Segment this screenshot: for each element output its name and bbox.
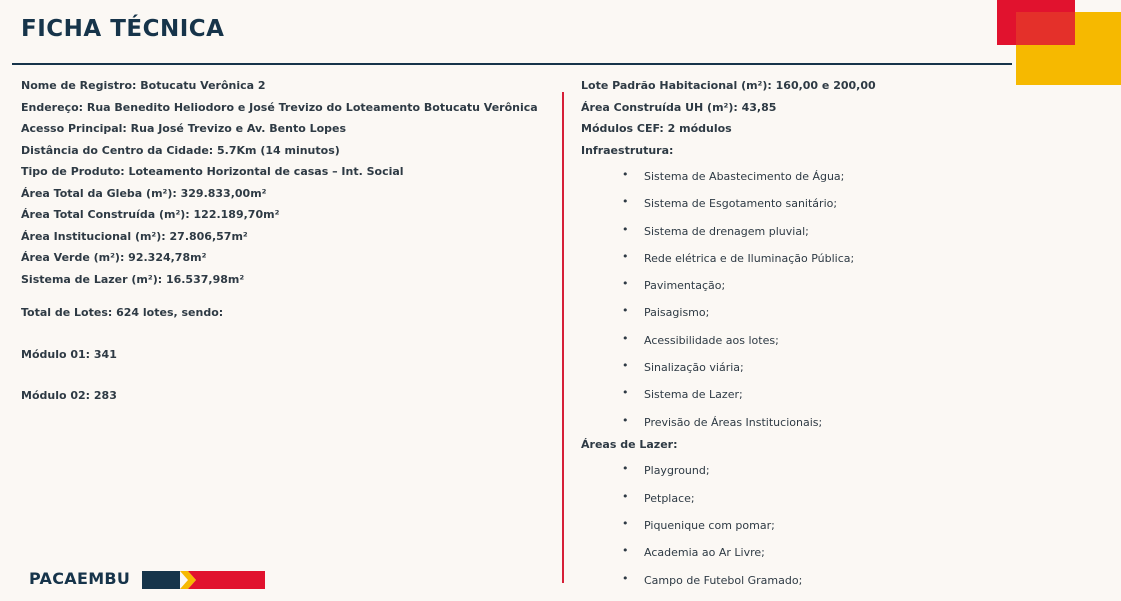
- brand-logo-icon: [142, 571, 265, 589]
- area-gleba-line: Área Total da Gleba (m²): 329.833,00m²: [21, 186, 267, 200]
- infraestrutura-list: [621, 165, 1011, 438]
- tipo-produto-line: Tipo de Produto: Loteamento Horizontal de casas – Int. Social: [21, 165, 404, 178]
- modulo-02-line: Módulo 02: 283: [21, 389, 117, 402]
- bullet-icon: •: [622, 489, 629, 503]
- header-rule: [12, 63, 1012, 65]
- modulos-cef-line: Módulos CEF: 2 módulos: [581, 122, 732, 135]
- list-item: • Acessibilidade aos lotes;: [622, 331, 779, 347]
- bullet-icon: •: [622, 249, 629, 263]
- list-item: • Academia ao Ar Livre;: [622, 544, 765, 560]
- bullet-icon: •: [622, 413, 629, 427]
- list-item: • Campo de Futebol Gramado;: [622, 571, 803, 587]
- list-item: • Pavimentação;: [622, 277, 726, 293]
- brand-name: PACAEMBU: [29, 569, 131, 588]
- areas-lazer-heading: Áreas de Lazer:: [581, 437, 678, 451]
- list-item: • Sistema de Abastecimento de Água;: [622, 168, 845, 183]
- area-institucional-line: Área Institucional (m²): 27.806,57m²: [21, 229, 248, 243]
- bullet-icon: •: [622, 359, 629, 373]
- bullet-icon: •: [622, 277, 629, 291]
- list-item: • Previsão de Áreas Institucionais;: [622, 413, 823, 429]
- lote-padrao-line: Lote Padrão Habitacional (m²): 160,00 e 200,00: [581, 79, 876, 92]
- endereco-line: Endereço: Rua Benedito Heliodoro e José Trevizo do Loteamento Botucatu Verônica: [21, 100, 538, 114]
- bullet-icon: •: [622, 386, 629, 400]
- acesso-line: Acesso Principal: Rua José Trevizo e Av. Bento Lopes: [21, 122, 347, 135]
- page-title: FICHA TÉCNICA: [21, 16, 225, 42]
- bullet-icon: •: [622, 571, 629, 585]
- list-item: • Playground;: [622, 462, 710, 478]
- modulo-01-line: Módulo 01: 341: [21, 347, 117, 361]
- bullet-icon: •: [622, 195, 629, 209]
- right-column: [581, 79, 1011, 596]
- list-item: • Petplace;: [622, 489, 695, 505]
- bullet-icon: •: [622, 168, 629, 181]
- infraestrutura-heading: Infraestrutura:: [581, 143, 674, 157]
- left-column: [21, 79, 551, 411]
- bullet-icon: •: [622, 331, 629, 345]
- list-item: • Sinalização viária;: [622, 359, 744, 375]
- list-item: • Sistema de Esgotamento sanitário;: [622, 195, 838, 211]
- area-uh-line: Área Construída UH (m²): 43,85: [581, 100, 777, 114]
- bullet-icon: •: [622, 517, 629, 531]
- areas-lazer-list: [621, 459, 1011, 595]
- list-item: • Sistema de drenagem pluvial;: [622, 222, 809, 238]
- area-verde-line: Área Verde (m²): 92.324,78m²: [21, 251, 207, 264]
- sistema-lazer-line: Sistema de Lazer (m²): 16.537,98m²: [21, 272, 245, 286]
- column-divider: [562, 92, 564, 583]
- distancia-line: Distância do Centro da Cidade: 5.7Km (14 minutos): [21, 143, 340, 157]
- corner-decoration-overlap: [1016, 12, 1075, 45]
- bullet-icon: •: [622, 462, 629, 476]
- list-item: • Piquenique com pomar;: [622, 517, 775, 533]
- bullet-icon: •: [622, 222, 629, 236]
- total-lotes-line: Total de Lotes: 624 lotes, sendo:: [21, 306, 224, 319]
- list-item: • Rede elétrica e de Iluminação Pública;: [622, 249, 855, 265]
- registro-line: Nome de Registro: Botucatu Verônica 2: [21, 79, 266, 92]
- list-item: • Sistema de Lazer;: [622, 386, 743, 402]
- bullet-icon: •: [622, 544, 629, 558]
- list-item: • Paisagismo;: [622, 304, 710, 320]
- area-construida-line: Área Total Construída (m²): 122.189,70m²: [21, 208, 280, 221]
- bullet-icon: •: [622, 304, 629, 318]
